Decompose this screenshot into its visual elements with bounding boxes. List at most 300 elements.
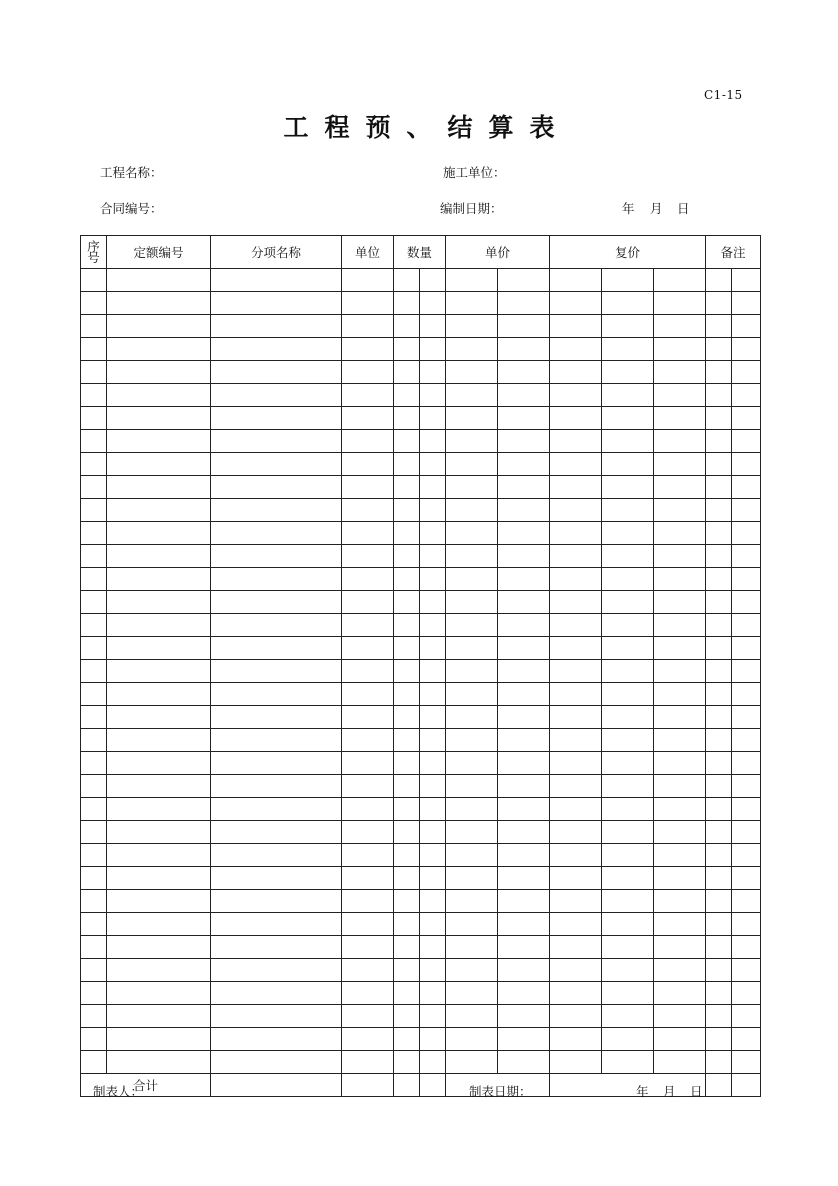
table-cell[interactable] [394, 982, 420, 1005]
table-cell[interactable] [342, 637, 394, 660]
table-cell[interactable] [446, 269, 498, 292]
table-cell[interactable] [732, 706, 761, 729]
table-cell[interactable] [107, 499, 211, 522]
table-cell[interactable] [706, 453, 732, 476]
table-cell[interactable] [706, 315, 732, 338]
table-cell[interactable] [446, 568, 498, 591]
table-cell[interactable] [732, 936, 761, 959]
table-cell[interactable] [498, 890, 550, 913]
table-cell[interactable] [107, 706, 211, 729]
table-cell[interactable] [342, 453, 394, 476]
table-cell[interactable] [654, 913, 706, 936]
table-cell[interactable] [550, 660, 602, 683]
table-cell[interactable] [654, 591, 706, 614]
table-cell[interactable] [81, 499, 107, 522]
table-cell[interactable] [602, 959, 654, 982]
table-cell[interactable] [446, 499, 498, 522]
table-cell[interactable] [602, 821, 654, 844]
table-cell[interactable] [446, 315, 498, 338]
table-cell[interactable] [446, 338, 498, 361]
table-cell[interactable] [654, 430, 706, 453]
table-cell[interactable] [420, 798, 446, 821]
table-cell[interactable] [342, 315, 394, 338]
table-cell[interactable] [446, 476, 498, 499]
table-cell[interactable] [706, 522, 732, 545]
table-cell[interactable] [211, 614, 342, 637]
table-cell[interactable] [394, 683, 420, 706]
table-cell[interactable] [654, 706, 706, 729]
table-cell[interactable] [107, 752, 211, 775]
table-cell[interactable] [211, 499, 342, 522]
table-cell[interactable] [211, 522, 342, 545]
table-cell[interactable] [107, 936, 211, 959]
table-cell[interactable] [654, 890, 706, 913]
table-cell[interactable] [342, 936, 394, 959]
table-cell[interactable] [654, 499, 706, 522]
table-cell[interactable] [732, 913, 761, 936]
table-cell[interactable] [211, 913, 342, 936]
table-cell[interactable] [498, 614, 550, 637]
table-cell[interactable] [394, 591, 420, 614]
table-cell[interactable] [394, 407, 420, 430]
table-cell[interactable] [654, 522, 706, 545]
table-cell[interactable] [107, 683, 211, 706]
table-cell[interactable] [394, 545, 420, 568]
table-cell[interactable] [498, 315, 550, 338]
table-cell[interactable] [81, 407, 107, 430]
table-cell[interactable] [602, 867, 654, 890]
table-cell[interactable] [706, 660, 732, 683]
table-cell[interactable] [498, 683, 550, 706]
table-cell[interactable] [81, 844, 107, 867]
table-cell[interactable] [550, 1028, 602, 1051]
table-cell[interactable] [446, 361, 498, 384]
table-cell[interactable] [732, 476, 761, 499]
table-cell[interactable] [654, 867, 706, 890]
table-cell[interactable] [81, 361, 107, 384]
table-cell[interactable] [602, 315, 654, 338]
table-cell[interactable] [446, 1028, 498, 1051]
table-cell[interactable] [446, 545, 498, 568]
table-cell[interactable] [420, 821, 446, 844]
table-cell[interactable] [550, 936, 602, 959]
table-cell[interactable] [81, 315, 107, 338]
table-cell[interactable] [420, 959, 446, 982]
table-cell[interactable] [446, 660, 498, 683]
table-cell[interactable] [706, 1028, 732, 1051]
table-cell[interactable] [602, 637, 654, 660]
table-cell[interactable] [211, 637, 342, 660]
table-cell[interactable] [654, 752, 706, 775]
table-cell[interactable] [107, 982, 211, 1005]
table-cell[interactable] [211, 292, 342, 315]
table-cell[interactable] [498, 269, 550, 292]
table-cell[interactable] [342, 269, 394, 292]
table-cell[interactable] [81, 729, 107, 752]
table-cell[interactable] [654, 453, 706, 476]
table-cell[interactable] [446, 775, 498, 798]
table-cell[interactable] [446, 591, 498, 614]
table-cell[interactable] [81, 913, 107, 936]
table-cell[interactable] [107, 637, 211, 660]
table-cell[interactable] [394, 844, 420, 867]
table-cell[interactable] [498, 867, 550, 890]
table-cell[interactable] [81, 706, 107, 729]
table-cell[interactable] [420, 729, 446, 752]
table-cell[interactable] [342, 430, 394, 453]
table-cell[interactable] [732, 683, 761, 706]
table-cell[interactable] [550, 522, 602, 545]
table-cell[interactable] [550, 407, 602, 430]
table-cell[interactable] [550, 545, 602, 568]
table-cell[interactable] [732, 338, 761, 361]
table-cell[interactable] [342, 476, 394, 499]
table-cell[interactable] [107, 913, 211, 936]
table-cell[interactable] [654, 936, 706, 959]
table-cell[interactable] [498, 959, 550, 982]
table-cell[interactable] [550, 591, 602, 614]
table-cell[interactable] [394, 453, 420, 476]
table-cell[interactable] [550, 775, 602, 798]
table-cell[interactable] [81, 1005, 107, 1028]
table-cell[interactable] [342, 729, 394, 752]
table-cell[interactable] [550, 315, 602, 338]
table-cell[interactable] [420, 844, 446, 867]
table-cell[interactable] [446, 798, 498, 821]
table-cell[interactable] [211, 338, 342, 361]
table-cell[interactable] [446, 407, 498, 430]
table-cell[interactable] [81, 1051, 107, 1074]
table-cell[interactable] [81, 936, 107, 959]
table-cell[interactable] [550, 430, 602, 453]
table-cell[interactable] [654, 407, 706, 430]
table-cell[interactable] [446, 1051, 498, 1074]
table-cell[interactable] [420, 384, 446, 407]
table-cell[interactable] [81, 982, 107, 1005]
table-cell[interactable] [342, 890, 394, 913]
table-cell[interactable] [654, 315, 706, 338]
table-cell[interactable] [706, 775, 732, 798]
table-cell[interactable] [446, 729, 498, 752]
table-cell[interactable] [498, 821, 550, 844]
table-cell[interactable] [706, 407, 732, 430]
table-cell[interactable] [211, 269, 342, 292]
table-cell[interactable] [550, 338, 602, 361]
table-cell[interactable] [420, 338, 446, 361]
table-cell[interactable] [732, 568, 761, 591]
table-cell[interactable] [550, 384, 602, 407]
table-cell[interactable] [732, 545, 761, 568]
table-cell[interactable] [394, 798, 420, 821]
table-cell[interactable] [420, 522, 446, 545]
table-cell[interactable] [81, 568, 107, 591]
table-cell[interactable] [706, 384, 732, 407]
table-cell[interactable] [107, 660, 211, 683]
table-cell[interactable] [394, 959, 420, 982]
table-cell[interactable] [732, 384, 761, 407]
table-cell[interactable] [498, 591, 550, 614]
table-cell[interactable] [211, 568, 342, 591]
table-cell[interactable] [550, 752, 602, 775]
table-cell[interactable] [81, 591, 107, 614]
table-cell[interactable] [654, 821, 706, 844]
table-cell[interactable] [498, 384, 550, 407]
table-cell[interactable] [732, 407, 761, 430]
table-cell[interactable] [446, 430, 498, 453]
table-cell[interactable] [732, 821, 761, 844]
table-cell[interactable] [211, 1005, 342, 1028]
table-cell[interactable] [602, 545, 654, 568]
table-cell[interactable] [394, 890, 420, 913]
table-cell[interactable] [550, 867, 602, 890]
table-cell[interactable] [211, 798, 342, 821]
table-cell[interactable] [706, 959, 732, 982]
table-cell[interactable] [394, 1051, 420, 1074]
table-cell[interactable] [498, 706, 550, 729]
table-cell[interactable] [420, 591, 446, 614]
table-cell[interactable] [706, 706, 732, 729]
table-cell[interactable] [394, 729, 420, 752]
table-cell[interactable] [732, 499, 761, 522]
table-cell[interactable] [420, 637, 446, 660]
table-cell[interactable] [81, 775, 107, 798]
table-cell[interactable] [732, 269, 761, 292]
table-cell[interactable] [446, 1005, 498, 1028]
table-cell[interactable] [732, 660, 761, 683]
table-cell[interactable] [211, 959, 342, 982]
table-cell[interactable] [342, 798, 394, 821]
table-cell[interactable] [654, 361, 706, 384]
table-cell[interactable] [81, 1028, 107, 1051]
table-cell[interactable] [107, 1051, 211, 1074]
table-cell[interactable] [394, 867, 420, 890]
table-cell[interactable] [420, 706, 446, 729]
table-cell[interactable] [394, 361, 420, 384]
table-cell[interactable] [602, 338, 654, 361]
table-cell[interactable] [732, 798, 761, 821]
table-cell[interactable] [107, 269, 211, 292]
table-cell[interactable] [602, 683, 654, 706]
table-cell[interactable] [602, 476, 654, 499]
table-cell[interactable] [706, 430, 732, 453]
table-cell[interactable] [602, 522, 654, 545]
table-cell[interactable] [81, 292, 107, 315]
table-cell[interactable] [498, 545, 550, 568]
table-cell[interactable] [732, 430, 761, 453]
table-cell[interactable] [81, 752, 107, 775]
table-cell[interactable] [732, 729, 761, 752]
table-cell[interactable] [706, 637, 732, 660]
table-cell[interactable] [602, 1028, 654, 1051]
table-cell[interactable] [420, 499, 446, 522]
total-cell[interactable] [420, 1074, 446, 1097]
table-cell[interactable] [394, 1005, 420, 1028]
table-cell[interactable] [498, 982, 550, 1005]
table-cell[interactable] [211, 591, 342, 614]
table-cell[interactable] [107, 568, 211, 591]
table-cell[interactable] [446, 637, 498, 660]
table-cell[interactable] [498, 522, 550, 545]
table-cell[interactable] [706, 683, 732, 706]
table-cell[interactable] [394, 384, 420, 407]
table-cell[interactable] [706, 292, 732, 315]
table-cell[interactable] [446, 844, 498, 867]
table-cell[interactable] [81, 821, 107, 844]
table-cell[interactable] [732, 959, 761, 982]
table-cell[interactable] [602, 499, 654, 522]
table-cell[interactable] [211, 729, 342, 752]
table-cell[interactable] [498, 1005, 550, 1028]
table-cell[interactable] [602, 269, 654, 292]
table-cell[interactable] [498, 1051, 550, 1074]
table-cell[interactable] [498, 913, 550, 936]
table-cell[interactable] [211, 867, 342, 890]
table-cell[interactable] [107, 844, 211, 867]
table-cell[interactable] [602, 890, 654, 913]
table-cell[interactable] [342, 752, 394, 775]
table-cell[interactable] [446, 384, 498, 407]
table-cell[interactable] [211, 936, 342, 959]
table-cell[interactable] [654, 1028, 706, 1051]
table-cell[interactable] [107, 775, 211, 798]
table-cell[interactable] [394, 499, 420, 522]
table-cell[interactable] [420, 361, 446, 384]
table-cell[interactable] [211, 1028, 342, 1051]
table-cell[interactable] [550, 614, 602, 637]
table-cell[interactable] [394, 752, 420, 775]
table-cell[interactable] [550, 821, 602, 844]
table-cell[interactable] [420, 982, 446, 1005]
table-cell[interactable] [394, 1028, 420, 1051]
table-cell[interactable] [654, 959, 706, 982]
table-cell[interactable] [342, 867, 394, 890]
table-cell[interactable] [550, 890, 602, 913]
table-cell[interactable] [446, 453, 498, 476]
table-cell[interactable] [446, 867, 498, 890]
table-cell[interactable] [420, 775, 446, 798]
table-cell[interactable] [732, 522, 761, 545]
table-cell[interactable] [602, 1051, 654, 1074]
table-cell[interactable] [602, 614, 654, 637]
table-cell[interactable] [107, 959, 211, 982]
table-cell[interactable] [550, 844, 602, 867]
table-cell[interactable] [706, 361, 732, 384]
table-cell[interactable] [420, 1005, 446, 1028]
table-cell[interactable] [211, 453, 342, 476]
table-cell[interactable] [732, 614, 761, 637]
table-cell[interactable] [498, 729, 550, 752]
table-cell[interactable] [706, 982, 732, 1005]
table-cell[interactable] [602, 752, 654, 775]
table-cell[interactable] [550, 361, 602, 384]
table-cell[interactable] [654, 637, 706, 660]
table-cell[interactable] [602, 844, 654, 867]
table-cell[interactable] [602, 591, 654, 614]
table-cell[interactable] [498, 844, 550, 867]
table-cell[interactable] [602, 706, 654, 729]
table-cell[interactable] [107, 798, 211, 821]
table-cell[interactable] [732, 315, 761, 338]
table-cell[interactable] [498, 637, 550, 660]
total-cell[interactable] [732, 1074, 761, 1097]
table-cell[interactable] [732, 867, 761, 890]
table-cell[interactable] [550, 476, 602, 499]
table-cell[interactable] [81, 269, 107, 292]
table-cell[interactable] [446, 890, 498, 913]
table-cell[interactable] [81, 430, 107, 453]
table-cell[interactable] [394, 614, 420, 637]
table-cell[interactable] [394, 476, 420, 499]
table-cell[interactable] [81, 614, 107, 637]
table-cell[interactable] [107, 545, 211, 568]
table-cell[interactable] [706, 499, 732, 522]
table-cell[interactable] [498, 775, 550, 798]
table-cell[interactable] [394, 936, 420, 959]
table-cell[interactable] [342, 545, 394, 568]
table-cell[interactable] [706, 269, 732, 292]
table-cell[interactable] [420, 430, 446, 453]
table-cell[interactable] [550, 453, 602, 476]
table-cell[interactable] [732, 1005, 761, 1028]
table-cell[interactable] [498, 292, 550, 315]
table-cell[interactable] [394, 637, 420, 660]
table-cell[interactable] [211, 430, 342, 453]
table-cell[interactable] [732, 361, 761, 384]
table-cell[interactable] [211, 752, 342, 775]
table-cell[interactable] [81, 637, 107, 660]
table-cell[interactable] [107, 453, 211, 476]
table-cell[interactable] [342, 821, 394, 844]
table-cell[interactable] [211, 775, 342, 798]
table-cell[interactable] [498, 1028, 550, 1051]
table-cell[interactable] [211, 890, 342, 913]
table-cell[interactable] [732, 752, 761, 775]
table-cell[interactable] [498, 936, 550, 959]
table-cell[interactable] [107, 867, 211, 890]
table-cell[interactable] [342, 982, 394, 1005]
table-cell[interactable] [420, 660, 446, 683]
table-cell[interactable] [602, 936, 654, 959]
table-cell[interactable] [446, 982, 498, 1005]
table-cell[interactable] [654, 545, 706, 568]
table-cell[interactable] [81, 384, 107, 407]
table-cell[interactable] [706, 867, 732, 890]
table-cell[interactable] [498, 752, 550, 775]
table-cell[interactable] [107, 476, 211, 499]
table-cell[interactable] [342, 1005, 394, 1028]
table-cell[interactable] [706, 729, 732, 752]
table-cell[interactable] [446, 683, 498, 706]
table-cell[interactable] [732, 637, 761, 660]
table-cell[interactable] [602, 568, 654, 591]
table-cell[interactable] [211, 844, 342, 867]
table-cell[interactable] [498, 361, 550, 384]
table-cell[interactable] [107, 384, 211, 407]
table-cell[interactable] [602, 660, 654, 683]
table-cell[interactable] [498, 453, 550, 476]
table-cell[interactable] [498, 407, 550, 430]
table-cell[interactable] [706, 890, 732, 913]
table-cell[interactable] [211, 683, 342, 706]
table-cell[interactable] [550, 1005, 602, 1028]
table-cell[interactable] [342, 614, 394, 637]
table-cell[interactable] [654, 660, 706, 683]
table-cell[interactable] [732, 775, 761, 798]
table-cell[interactable] [446, 706, 498, 729]
table-cell[interactable] [550, 683, 602, 706]
table-cell[interactable] [211, 361, 342, 384]
table-cell[interactable] [602, 430, 654, 453]
